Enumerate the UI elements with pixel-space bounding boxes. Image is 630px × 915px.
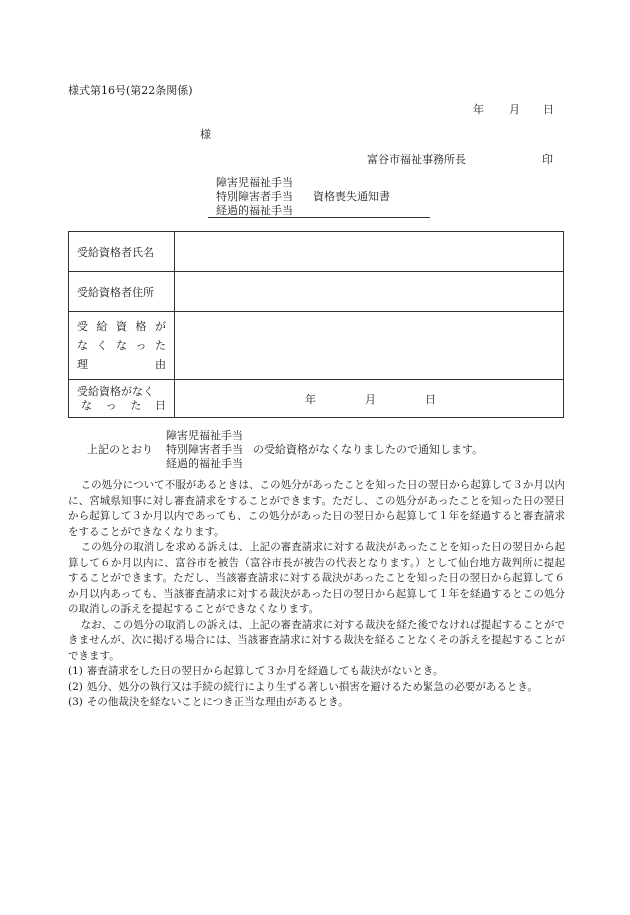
- notice-allowance-1: 障害児福祉手当: [166, 429, 243, 442]
- title-underline: [208, 217, 430, 218]
- loss-date-day-label: 日: [425, 392, 436, 406]
- label-line: な く な っ た: [77, 339, 166, 352]
- notice-allowance-3: 経過的福祉手当: [166, 457, 243, 470]
- appeal-paragraph-2: この処分の取消しを求める訴えは、上記の審査請求に対する裁決があったことを知った日の翌日から起算して６か月以内に、富谷市を被告（富谷市長が被告の代表となります。）として仙台地方裁判所に提起することができます。ただし、当該審査請求に対する裁決があったことを知った日の翌日から起算して６か月以内あっても、当該審査請求に対する裁決があった日の翌日から起算して１年を経過するとこの処分の取消しの訴えを提起することができなくなります。: [68, 541, 565, 615]
- label-line: な っ た 日: [81, 398, 166, 412]
- recipient-info-table: [68, 231, 564, 418]
- recipient-address-value: [175, 272, 564, 312]
- loss-date-value: [175, 380, 564, 418]
- document-title: 資格喪失通知書: [313, 190, 390, 203]
- loss-reason-label: [69, 312, 175, 380]
- table-row: [69, 380, 564, 418]
- notice-statement: の受給資格がなくなりましたので通知します。: [253, 443, 484, 456]
- list-item: (2) 処分、処分の執行又は手続の続行により生ずる著しい損害を避けるため緊急の必要があるとき。: [68, 680, 538, 693]
- appeal-paragraph-1: この処分について不服があるときは、この処分があったことを知った日の翌日から起算して３か月以内に、宮城県知事に対し審査請求をすることができます。ただし、この処分があったことを知った日の翌日から起算して３か月以内であっても、この処分があった日の翌日から起算して１年を経過すると審査請求をすることができなくなります。: [68, 479, 565, 538]
- recipient-name-value: [175, 232, 564, 272]
- appeal-paragraph-3: なお、この処分の取消しの訴えは、上記の審査請求に対する裁決を経た後でなければ提起することができませんが、次に掲げる場合には、当該審査請求に対する裁決を経ることなくその訴えを提起することができます。: [68, 618, 565, 662]
- loss-date-label: [69, 380, 175, 418]
- recipient-name-label: 受給資格者氏名: [69, 232, 175, 272]
- label-line: 受給資格がなく: [77, 384, 154, 398]
- table-row: [69, 272, 564, 312]
- list-item: (3) その他裁決を経ないことにつき正当な理由があるとき。: [68, 696, 349, 708]
- seal-mark: 印: [542, 153, 553, 166]
- addressee-suffix: 様: [200, 128, 211, 141]
- title-allowance-2: 特別障害者手当: [216, 190, 293, 203]
- loss-date-year-label: 年: [305, 392, 316, 406]
- issuer-name: 富谷市福祉事務所長: [367, 153, 466, 166]
- loss-date-month-label: 月: [365, 392, 376, 406]
- form-number: 様式第16号(第22条関係): [68, 84, 193, 97]
- table-row: [69, 312, 564, 380]
- label-line: 受 給 資 格 が: [77, 320, 166, 333]
- loss-reason-value: [175, 312, 564, 380]
- date-day-label: 日: [543, 103, 554, 116]
- label-line: 理 由: [77, 358, 166, 371]
- recipient-address-label: 受給資格者住所: [69, 272, 175, 312]
- date-month-label: 月: [509, 103, 520, 116]
- title-allowance-3: 経過的福祉手当: [216, 204, 293, 217]
- list-item: (1) 審査請求をした日の翌日から起算して３か月を経過しても裁決がないとき。: [68, 665, 444, 677]
- date-year-label: 年: [473, 103, 484, 116]
- title-allowance-1: 障害児福祉手当: [216, 176, 293, 189]
- table-row: [69, 232, 564, 272]
- notice-prefix: 上記のとおり: [87, 443, 153, 456]
- notice-allowance-2: 特別障害者手当: [166, 443, 243, 456]
- appeal-instructions: [68, 478, 565, 711]
